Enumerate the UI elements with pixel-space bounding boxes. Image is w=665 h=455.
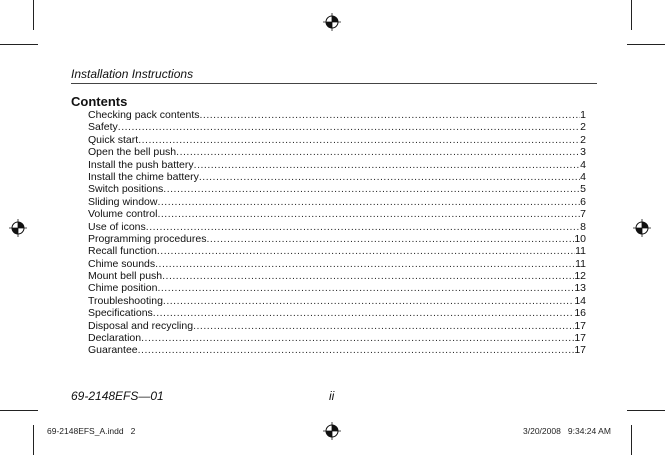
crop-mark (627, 410, 665, 411)
registration-mark-icon (9, 219, 27, 237)
toc-leader-dots (199, 171, 580, 183)
crop-mark (631, 425, 632, 455)
toc-entry-label: Checking pack contents (88, 109, 200, 121)
toc-entry-label: Volume control (88, 208, 158, 221)
toc-leader-dots (163, 295, 574, 307)
toc-leader-dots (206, 233, 574, 245)
registration-mark-icon (633, 219, 651, 237)
header-rule (71, 83, 597, 84)
toc-entry[interactable] (88, 221, 586, 233)
toc-entry-page: 11 (575, 245, 586, 258)
crop-mark (0, 410, 38, 411)
toc-leader-dots (118, 121, 580, 133)
toc-leader-dots (155, 258, 575, 270)
toc-leader-dots (199, 109, 580, 121)
toc-entry[interactable] (88, 134, 586, 146)
toc-leader-dots (176, 146, 580, 158)
registration-mark-icon (323, 422, 341, 440)
toc-entry-page: 17 (574, 332, 586, 345)
toc-entry-label: Use of icons (88, 220, 146, 233)
toc-entry-page: 8 (580, 220, 586, 233)
toc-entry-page: 12 (574, 270, 586, 283)
toc-entry[interactable] (88, 245, 586, 257)
toc-leader-dots (157, 196, 580, 208)
toc-entry-page: 17 (574, 319, 586, 332)
toc-entry-page: 5 (580, 183, 586, 196)
toc-entry-label: Install the push battery (88, 158, 194, 171)
toc-entry-label: Disposal and recycling (88, 319, 194, 332)
toc-leader-dots (141, 332, 574, 344)
toc-entry-page: 2 (580, 133, 586, 146)
toc-entry-page: 7 (580, 208, 586, 221)
toc-entry[interactable] (88, 258, 586, 270)
toc-entry[interactable] (88, 208, 586, 220)
page-number: ii (329, 389, 335, 403)
toc-entry-page: 13 (574, 282, 586, 295)
toc-entry[interactable] (88, 109, 586, 121)
toc-entry-label: Install the chime battery (88, 170, 199, 183)
registration-mark-icon (323, 13, 341, 31)
toc-leader-dots (193, 320, 574, 332)
toc-entry-label: Recall function (88, 245, 157, 258)
toc-entry[interactable] (88, 307, 586, 319)
toc-entry-page: 4 (580, 158, 586, 171)
toc-entry-page: 1 (580, 109, 586, 121)
crop-mark (33, 0, 34, 30)
document-code: 69-2148EFS—01 (71, 389, 164, 403)
toc-entry-label: Troubleshooting (88, 294, 163, 307)
toc-leader-dots (138, 344, 575, 356)
toc-leader-dots (162, 270, 574, 282)
toc-entry-label: Switch positions (88, 183, 164, 196)
toc-entry[interactable] (88, 159, 586, 171)
toc-entry-label: Quick start (88, 133, 139, 146)
toc-leader-dots (146, 221, 580, 233)
toc-leader-dots (157, 208, 580, 220)
toc-entry-label: Declaration (88, 332, 142, 345)
toc-entry-page: 4 (580, 170, 586, 183)
toc-leader-dots (157, 245, 575, 257)
toc-entry[interactable] (88, 146, 586, 158)
toc-entry-page: 10 (574, 232, 586, 245)
toc-entry-label: Mount bell push (88, 270, 163, 283)
toc-entry-label: Safety (88, 121, 118, 134)
toc-entry-page: 16 (574, 307, 586, 320)
toc-entry-label: Specifications (88, 307, 153, 320)
crop-mark (0, 44, 38, 45)
crop-mark (631, 0, 632, 30)
toc-leader-dots (194, 159, 581, 171)
toc-entry-page: 14 (574, 294, 586, 307)
slug-date-time: 3/20/2008 9:34:24 AM (523, 426, 611, 436)
toc-entry-page: 6 (580, 195, 586, 208)
toc-entry[interactable] (88, 282, 586, 294)
contents-heading: Contents (71, 94, 128, 109)
toc-entry-label: Sliding window (88, 195, 158, 208)
toc-entry-label: Open the bell push (88, 146, 177, 159)
toc-entry-page: 17 (574, 344, 586, 357)
crop-mark (33, 425, 34, 455)
table-of-contents (88, 109, 586, 357)
toc-entry-page: 11 (575, 257, 586, 270)
toc-entry[interactable] (88, 183, 586, 195)
toc-leader-dots (153, 307, 575, 319)
toc-entry[interactable] (88, 320, 586, 332)
crop-mark (627, 44, 665, 45)
toc-entry-label: Guarantee (88, 344, 138, 357)
toc-entry-page: 3 (580, 146, 586, 159)
toc-entry[interactable] (88, 171, 586, 183)
toc-entry-label: Chime position (88, 282, 158, 295)
toc-entry-label: Chime sounds (88, 257, 156, 270)
toc-leader-dots (157, 282, 574, 294)
toc-entry[interactable] (88, 344, 586, 356)
toc-entry[interactable] (88, 270, 586, 282)
toc-entry[interactable] (88, 295, 586, 307)
slug-file-info: 69-2148EFS_A.indd 2 (47, 426, 136, 436)
toc-entry[interactable] (88, 233, 586, 245)
toc-leader-dots (138, 134, 580, 146)
toc-entry[interactable] (88, 121, 586, 133)
toc-entry[interactable] (88, 332, 586, 344)
toc-entry-label: Programming procedures (88, 232, 207, 245)
toc-leader-dots (163, 183, 580, 195)
toc-entry[interactable] (88, 196, 586, 208)
toc-entry-page: 2 (580, 121, 586, 134)
running-header: Installation Instructions (71, 67, 194, 81)
